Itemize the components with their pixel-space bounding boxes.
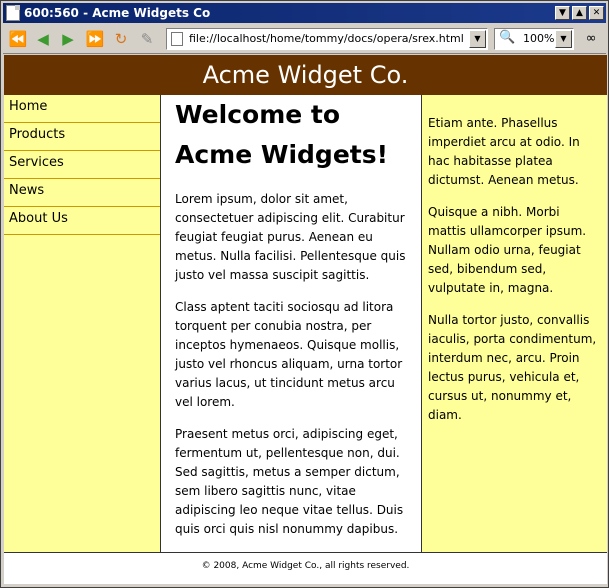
address-bar[interactable] (166, 28, 488, 50)
left-navigation (4, 95, 161, 552)
site-header: Acme Widget Co. (4, 55, 607, 95)
navigation-toolbar (3, 24, 606, 54)
nav-item-about-us[interactable]: About Us (4, 207, 160, 235)
minimize-icon[interactable]: ▼ (555, 6, 570, 20)
zoom-control[interactable] (494, 28, 574, 50)
close-icon[interactable]: ✕ (589, 6, 604, 20)
back-icon[interactable]: ◀ (37, 30, 49, 48)
sidebar-paragraph: Etiam ante. Phasellus imperdiet arcu at odio. In hac habitasse platea dictumst. Aenean metus. (428, 116, 580, 187)
nav-item-services[interactable]: Services (4, 151, 160, 179)
nav-item-products[interactable]: Products (4, 123, 160, 151)
view-glasses-icon[interactable]: ∞ (585, 31, 597, 46)
zoom-value[interactable]: 100% (523, 32, 555, 45)
main-paragraph: Class aptent taciti sociosqu ad litora torquent per conubia nostra, per inceptos hymenaeos. Quisque mollis, justo vel rhoncus aliquam, urna tortor varius lacus, ut tincidunt metus arcu vel lorem. (175, 300, 403, 409)
page-viewport (4, 55, 607, 584)
zoom-icon: 🔍 (499, 30, 516, 45)
address-input[interactable]: file://localhost/home/tommy/docs/opera/srex.html (189, 32, 464, 45)
reload-icon[interactable]: ↻ (114, 30, 128, 48)
maximize-icon[interactable]: ▲ (572, 6, 587, 20)
title-bar[interactable] (3, 3, 606, 23)
main-content (161, 95, 422, 552)
nav-item-home[interactable]: Home (4, 95, 160, 123)
forward-icon[interactable]: ▶ (62, 30, 74, 48)
rewind-icon[interactable]: ⏪ (8, 30, 28, 48)
nav-item-news[interactable]: News (4, 179, 160, 207)
site-footer: © 2008, Acme Widget Co., all rights reserved. (4, 552, 607, 584)
zoom-dropdown-icon[interactable]: ▼ (555, 30, 572, 48)
page-icon (171, 32, 183, 46)
main-paragraph: Praesent metus orci, adipiscing eget, fermentum ut, pellentesque non, dui. Sed sagittis, metus a semper dictum, sem libero sagittis nunc, vitae adipiscing leo neque vitae tellus. Duis quis orci quis nisl nonummy dapibus. (175, 427, 404, 536)
right-sidebar (422, 95, 607, 552)
window-title: 600:560 - Acme Widgets Co (24, 6, 211, 20)
sidebar-paragraph: Quisque a nibh. Morbi mattis ullamcorper ipsum. Nullam odio urna, feugiat sed, bibendum sed, vulputate in, magna. (428, 205, 587, 295)
edit-icon[interactable]: ✎ (140, 30, 154, 48)
history-dropdown-icon[interactable]: ▼ (469, 30, 486, 48)
document-icon (6, 5, 20, 21)
page-heading: Welcome to Acme Widgets! (175, 100, 389, 169)
fast-forward-icon[interactable]: ⏩ (85, 30, 105, 48)
main-paragraph: Lorem ipsum, dolor sit amet, consectetuer adipiscing elit. Curabitur feugiat feugiat purus. Aenean eu metus. Nulla facilisi. Pellentesque quis justo vel massa suscipit sagittis. (175, 192, 406, 282)
sidebar-paragraph: Nulla tortor justo, convallis iaculis, porta condimentum, interdum nec, arcu. Proin lectus purus, vehicula et, cursus ut, nonummy et, diam. (428, 313, 597, 422)
